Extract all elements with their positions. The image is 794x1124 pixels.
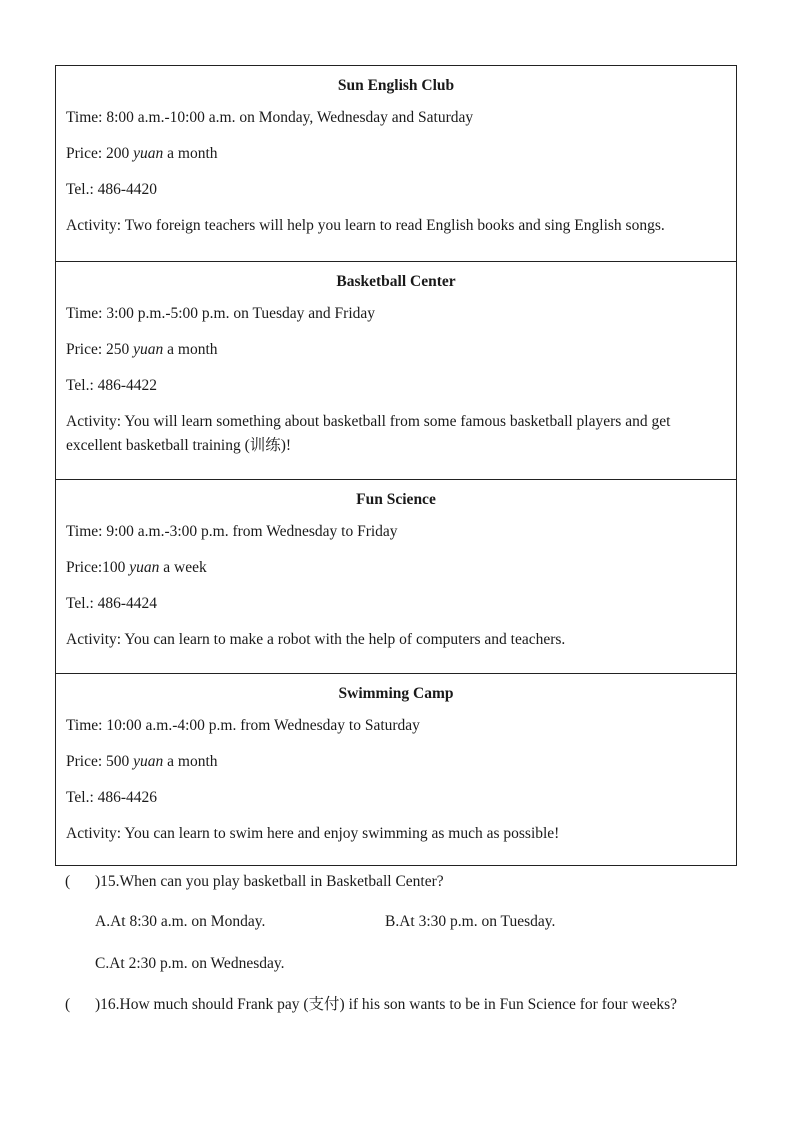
club-activity: Activity: Two foreign teachers will help you learn to read English books and sing English songs. [66, 217, 665, 234]
club-swimming-camp [56, 673, 736, 865]
price-period: a month [163, 145, 218, 162]
club-sun-english [56, 66, 736, 261]
price-amount: Price: 500 [66, 753, 134, 770]
question-15 [65, 872, 444, 892]
clubs-table [55, 65, 737, 866]
club-price [66, 558, 726, 578]
club-tel: Tel.: 486-4426 [66, 789, 158, 806]
option-a: A.At 8:30 a.m. on Monday. [95, 913, 266, 930]
price-amount: Price: 250 [66, 341, 134, 358]
answer-blank[interactable]: ( [65, 873, 71, 890]
club-tel: Tel.: 486-4420 [66, 181, 158, 198]
answer-blank[interactable]: ( [65, 996, 71, 1013]
option-b: B.At 3:30 p.m. on Tuesday. [385, 913, 556, 930]
price-period: a month [163, 341, 218, 358]
price-amount: Price: 200 [66, 145, 134, 162]
club-time: Time: 10:00 a.m.-4:00 p.m. from Wednesday to Saturday [66, 717, 420, 734]
price-unit: yuan [129, 559, 160, 576]
price-amount: Price:100 [66, 559, 130, 576]
option-c: C.At 2:30 p.m. on Wednesday. [95, 955, 285, 972]
question-text: )15.When can you play basketball in Basketball Center? [95, 873, 444, 890]
question-16 [65, 995, 677, 1015]
question-text: )16.How much should Frank pay (支付) if his son wants to be in Fun Science for four weeks? [95, 996, 678, 1013]
price-unit: yuan [133, 145, 164, 162]
price-period: a month [163, 753, 218, 770]
price-period: a week [159, 559, 207, 576]
club-tel: Tel.: 486-4424 [66, 595, 158, 612]
price-unit: yuan [133, 341, 164, 358]
club-price [66, 144, 726, 164]
club-price [66, 752, 726, 772]
club-time: Time: 9:00 a.m.-3:00 p.m. from Wednesday to Friday [66, 523, 398, 540]
club-tel: Tel.: 486-4422 [66, 377, 158, 394]
club-time: Time: 8:00 a.m.-10:00 a.m. on Monday, Wednesday and Saturday [66, 109, 474, 126]
club-title: Fun Science [356, 491, 436, 508]
club-activity: Activity: You will learn something about basketball from some famous basketball players and get excellent basketball training (训练)! [66, 413, 671, 454]
club-price [66, 340, 726, 360]
price-unit: yuan [133, 753, 164, 770]
club-activity: Activity: You can learn to make a robot with the help of computers and teachers. [66, 631, 566, 648]
club-basketball [56, 261, 736, 479]
club-time: Time: 3:00 p.m.-5:00 p.m. on Tuesday and Friday [66, 305, 376, 322]
club-fun-science [56, 479, 736, 673]
club-title: Sun English Club [337, 77, 455, 94]
club-title: Swimming Camp [338, 685, 454, 702]
club-title: Basketball Center [336, 273, 456, 290]
club-activity: Activity: You can learn to swim here and enjoy swimming as much as possible! [66, 825, 560, 842]
